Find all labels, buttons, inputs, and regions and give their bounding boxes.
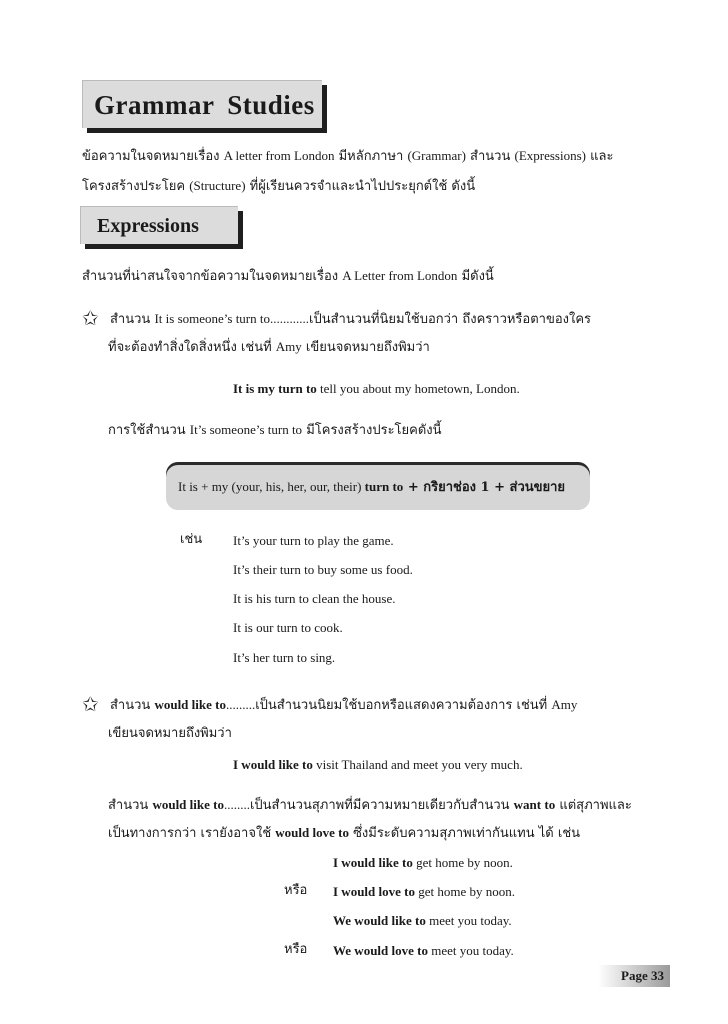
intro-text: และ bbox=[586, 149, 614, 164]
intro-text: (Grammar) bbox=[407, 148, 466, 163]
item2-line-2: เขียนจดหมายถึงพิมว่า bbox=[108, 726, 232, 741]
example-sentence bbox=[333, 853, 513, 873]
item2-example bbox=[233, 755, 523, 775]
usage-text: It’s someone’s turn to bbox=[189, 422, 303, 437]
example-sentence bbox=[333, 941, 514, 961]
structure-formula bbox=[166, 462, 590, 510]
page-number: Page 33 bbox=[598, 965, 670, 987]
item2-para-line-1 bbox=[108, 795, 632, 816]
usage-text: มีโครงสร้างประโยคดังนี้ bbox=[302, 423, 442, 438]
example-rest: tell you about my hometown, London. bbox=[316, 381, 520, 396]
item2-text: สำนวน bbox=[110, 698, 155, 713]
intro-text: A letter from London bbox=[223, 148, 335, 163]
item2-line-1 bbox=[110, 695, 577, 716]
formula-keyword: turn to bbox=[364, 479, 404, 494]
intro-text: โครงสร้างประโยค bbox=[82, 179, 190, 194]
example-rest: meet you today. bbox=[427, 943, 514, 958]
intro-text: มีหลักภาษา bbox=[334, 149, 408, 164]
example-sentence: It’s their turn to buy some us food. bbox=[233, 562, 413, 577]
item1-text: สำนวน bbox=[110, 312, 155, 327]
item1-text: เขียนจดหมายถึงพิมว่า bbox=[301, 340, 430, 355]
examples-label: เช่น bbox=[180, 532, 203, 547]
section-intro bbox=[82, 266, 494, 287]
example-sentence: It is our turn to cook. bbox=[233, 620, 343, 635]
usage-text: การใช้สำนวน bbox=[108, 423, 190, 438]
item1-text: เป็นสำนวนที่นิยมใช้บอกว่า ถึงคราวหรือตาของใคร bbox=[309, 312, 592, 327]
intro-text: (Structure) bbox=[189, 178, 246, 193]
item1-line-2 bbox=[108, 337, 430, 358]
example-rest: visit Thailand and meet you very much. bbox=[312, 757, 523, 772]
section-title: Expressions bbox=[80, 206, 238, 244]
intro-text: สำนวน bbox=[465, 149, 515, 164]
section-intro-text: สำนวนที่น่าสนใจจากข้อความในจดหมายเรื่อง bbox=[82, 269, 343, 284]
formula-text: + กริยาช่อง 1 + ส่วนขยาย bbox=[403, 480, 566, 495]
formula-text: It is + my (your, his, her, our, their) bbox=[178, 479, 365, 494]
intro-text: ข้อความในจดหมายเรื่อง bbox=[82, 149, 224, 164]
para-text: ซึ่งมีระดับความสุภาพเท่ากันแทน ได้ เช่น bbox=[348, 826, 581, 841]
para-text: ........ bbox=[223, 797, 250, 812]
star-bullet-icon: ✩ bbox=[82, 692, 99, 716]
example-sentence bbox=[333, 911, 512, 931]
para-text: would like to bbox=[152, 797, 224, 812]
example-sentence bbox=[333, 882, 515, 902]
example-sentence: It’s her turn to sing. bbox=[233, 650, 336, 665]
or-label: หรือ bbox=[284, 942, 308, 957]
item2-text: Amy bbox=[551, 697, 578, 712]
para-text: เป็นสำนวนสุภาพที่มีความหมายเดียวกับสำนวน bbox=[249, 798, 514, 813]
intro-line-1 bbox=[82, 146, 613, 167]
example-bold: I would like to bbox=[233, 757, 313, 772]
example-bold: We would like to bbox=[333, 913, 426, 928]
star-bullet-icon: ✩ bbox=[82, 306, 99, 330]
page-title: Grammar Studies bbox=[82, 80, 322, 128]
para-text: would love to bbox=[275, 825, 349, 840]
para-text: want to bbox=[513, 797, 556, 812]
example-bold: It is my turn to bbox=[233, 381, 317, 396]
example-rest: get home by noon. bbox=[414, 884, 515, 899]
item2-text: would like to bbox=[154, 697, 226, 712]
para-text: แต่สุภาพและ bbox=[555, 798, 632, 813]
intro-line-2 bbox=[82, 176, 475, 197]
section-intro-text: มีดังนี้ bbox=[457, 269, 494, 284]
item1-example bbox=[233, 379, 520, 399]
example-rest: meet you today. bbox=[425, 913, 512, 928]
example-sentence: It is his turn to clean the house. bbox=[233, 591, 396, 606]
item2-text: เป็นสำนวนนิยมใช้บอกหรือแสดงความต้องการ เช่นที่ bbox=[255, 698, 552, 713]
item1-usage bbox=[108, 420, 442, 441]
example-bold: I would like to bbox=[333, 855, 413, 870]
section-intro-text: A Letter from London bbox=[342, 268, 458, 283]
item1-text: ที่จะต้องทำสิ่งใดสิ่งหนึ่ง เช่นที่ bbox=[108, 340, 276, 355]
example-bold: We would love to bbox=[333, 943, 428, 958]
intro-text: ที่ผู้เรียนควรจำและนำไปประยุกต์ใช้ ดังนี้ bbox=[245, 179, 476, 194]
intro-text: (Expressions) bbox=[514, 148, 586, 163]
para-text: เป็นทางการกว่า เรายังอาจใช้ bbox=[108, 826, 276, 841]
example-bold: I would love to bbox=[333, 884, 415, 899]
item1-text: It is someone’s turn to............ bbox=[154, 311, 309, 326]
para-text: สำนวน bbox=[108, 798, 153, 813]
item1-line-1 bbox=[110, 309, 591, 330]
item2-para-line-2 bbox=[108, 823, 580, 844]
example-rest: get home by noon. bbox=[412, 855, 513, 870]
or-label: หรือ bbox=[284, 883, 308, 898]
example-sentence: It’s your turn to play the game. bbox=[233, 533, 394, 548]
item2-text: ......... bbox=[225, 697, 256, 712]
item1-text: Amy bbox=[275, 339, 302, 354]
